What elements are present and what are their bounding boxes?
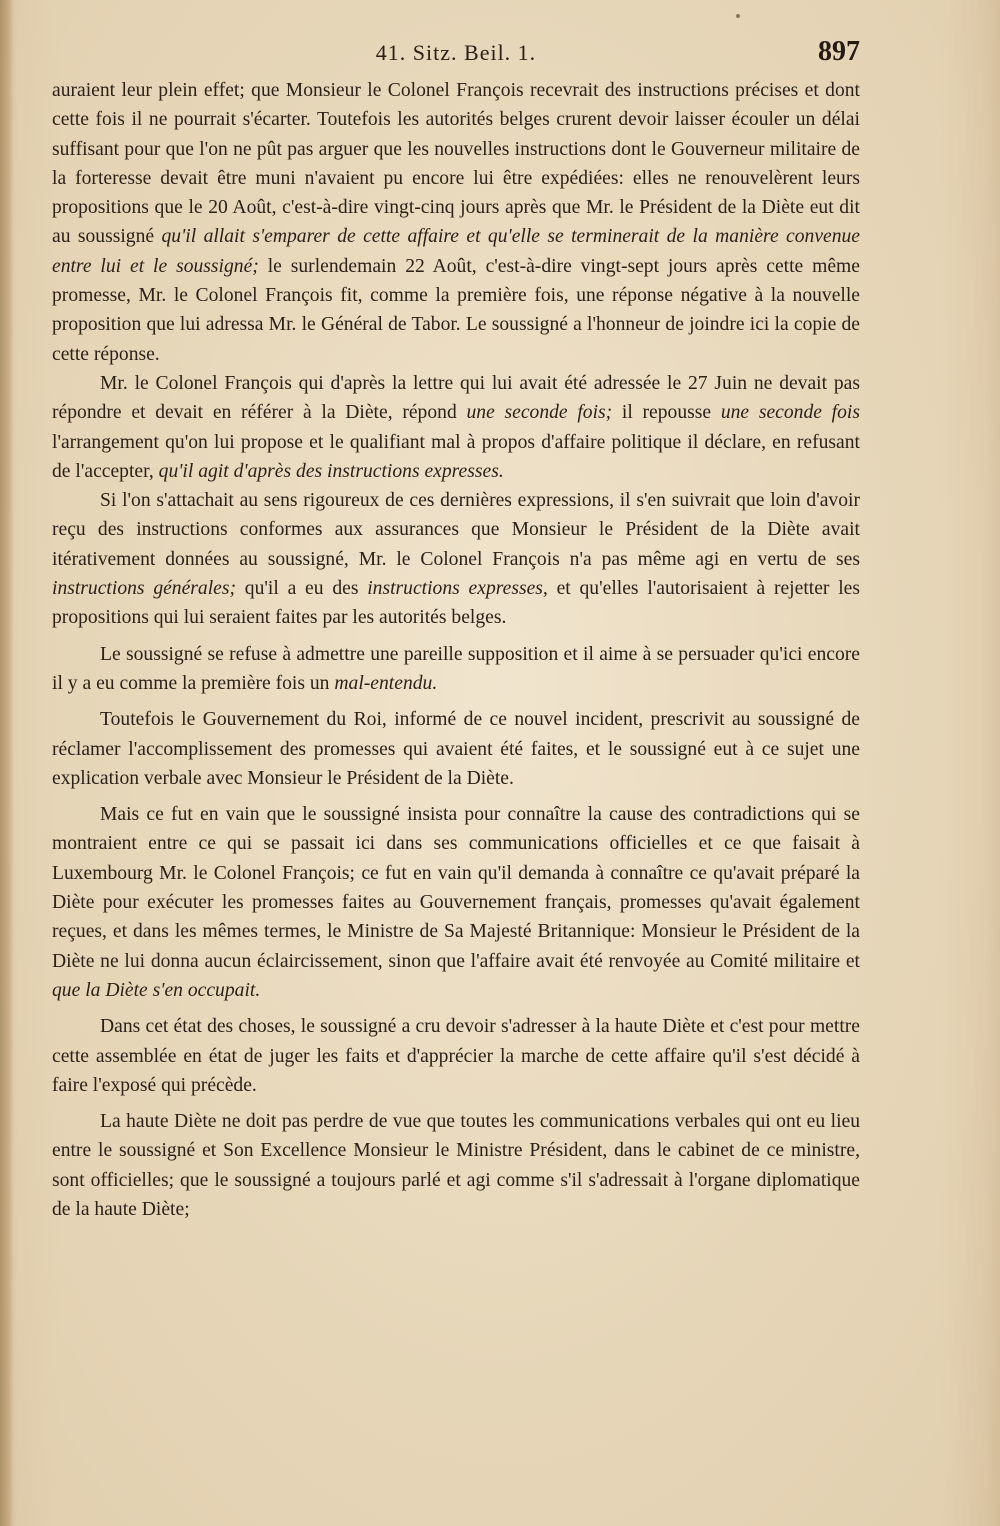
paragraph <box>52 369 860 486</box>
text-run: il repousse <box>612 402 721 424</box>
body-text <box>52 76 860 1224</box>
running-title: 41. Sitz. Beil. 1. <box>375 40 537 65</box>
italic-text: une seconde fois <box>720 402 860 424</box>
text-run: le surlendemain 22 Août, c'est-à-dire vingt-sept jours après cette même promesse, Mr. le Colonel François fit, comme la première fois, une réponse négative à la nouvelle proposition que lui adressa Mr. le Général de Tabor. Le soussigné a l'honneur de joindre ici la copie de cette réponse. <box>52 255 860 365</box>
paragraph <box>52 705 860 793</box>
paragraph <box>52 640 860 699</box>
book-spine-shadow <box>0 0 14 1526</box>
paragraph <box>52 800 860 1005</box>
text-run: Mr. le Colonel François qui d'après la lettre qui lui avait été adressée le 27 Juin ne devait pas répondre et devait en référer à la Diète, répond <box>52 372 860 424</box>
italic-text: que la Diète s'en occupait. <box>52 979 261 1001</box>
paragraph <box>52 1107 860 1224</box>
text-run: auraient leur plein effet; que Monsieur le Colonel François recevrait des instructions précises et dont cette fois il ne pourrait s'écarter. Toutefois les autorités belges crurent devoir laisser écouler un délai suffisant pour que l'on ne pût pas arguer que les nouvelles instructions dont le Gouverneur militaire de la forteresse devait être muni n'avaient pu encore lui être expédiées: elles ne renouvelèrent leurs propositions que le 20 Août, c'est-à-dire vingt-cinq jours après que Mr. le Président de la Diète eut dit au soussigné <box>52 80 860 248</box>
paragraph <box>52 486 860 632</box>
text-run: l'arrangement qu'on lui propose et le qualifiant mal à propos d'affaire politique il déclare, en refusant de l'accepter, <box>52 431 860 482</box>
text-run: qu'il a eu des <box>236 578 368 600</box>
italic-text: qu'il agit d'après des instructions expresses. <box>158 460 504 482</box>
page-number: 897 <box>818 36 860 67</box>
text-run: Toutefois le Gouvernement du Roi, informé de ce nouvel incident, prescrivit au soussigné de réclamer l'accomplissement des promesses qui avaient été faites, et le soussigné eut à ce sujet une explication verbale avec Monsieur le Président de la Diète. <box>52 709 860 789</box>
text-run: Si l'on s'attachait au sens rigoureux de ces dernières expressions, il s'en suivrait que loin d'avoir reçu des instructions conformes aux assurances que Monsieur le Président de la Diète avait itérativement données au soussigné, Mr. le Colonel François n'a pas même agi en vertu de ses <box>52 490 860 570</box>
text-run: La haute Diète ne doit pas perdre de vue que toutes les communications verbales qui ont eu lieu entre le soussigné et Son Excellence Monsieur le Ministre Président, dans le cabinet de ce ministre, sont officielles; que le soussigné a toujours parlé et agi comme s'il s'adressait à l'organe diplomatique de la haute Diète; <box>52 1111 860 1220</box>
paragraph <box>52 1012 860 1100</box>
italic-text: instructions expresses, <box>367 578 548 600</box>
italic-text: mal-entendu. <box>334 672 438 694</box>
text-run: Mais ce fut en vain que le soussigné insista pour connaître la cause des contradictions qui se montraient entre ce qui se passait ici dans ses communications officielles et ce que faisait à Luxembourg Mr. le Colonel François; ce fut en vain qu'il demanda à connaître ce qu'avait préparé la Diète pour exécuter les promesses faites au Gouvernement français, promesses qu'avait également reçues, et dans les mêmes termes, le Ministre de Sa Majesté Britannique: Monsieur le Président de la Diète ne lui donna aucun éclaircissement, sinon que l'affaire avait été renvoyée au Comité militaire et <box>52 804 860 972</box>
italic-text: qu'il allait s'emparer de cette affaire et qu'elle se terminerait de la manière convenue entre lui et le soussigné; <box>52 226 861 277</box>
paragraph <box>52 76 860 369</box>
italic-text: instructions générales; <box>52 578 237 600</box>
italic-text: une seconde fois; <box>466 402 613 424</box>
page-header <box>52 34 860 74</box>
paper-speck <box>736 14 740 18</box>
text-run: Dans cet état des choses, le soussigné a cru devoir s'adresser à la haute Diète et c'est pour mettre cette assemblée en état de juger les faits et d'apprécier la marche de cette affaire qu'il s'est décidé à faire l'exposé qui précède. <box>52 1016 860 1096</box>
text-run: Le soussigné se refuse à admettre une pareille supposition et il aime à se persuader qu'ici encore il y a eu comme la première fois un <box>52 643 860 694</box>
text-run: et qu'elles l'autorisaient à rejetter les propositions qui lui seraient faites par les autorités belges. <box>52 578 860 629</box>
